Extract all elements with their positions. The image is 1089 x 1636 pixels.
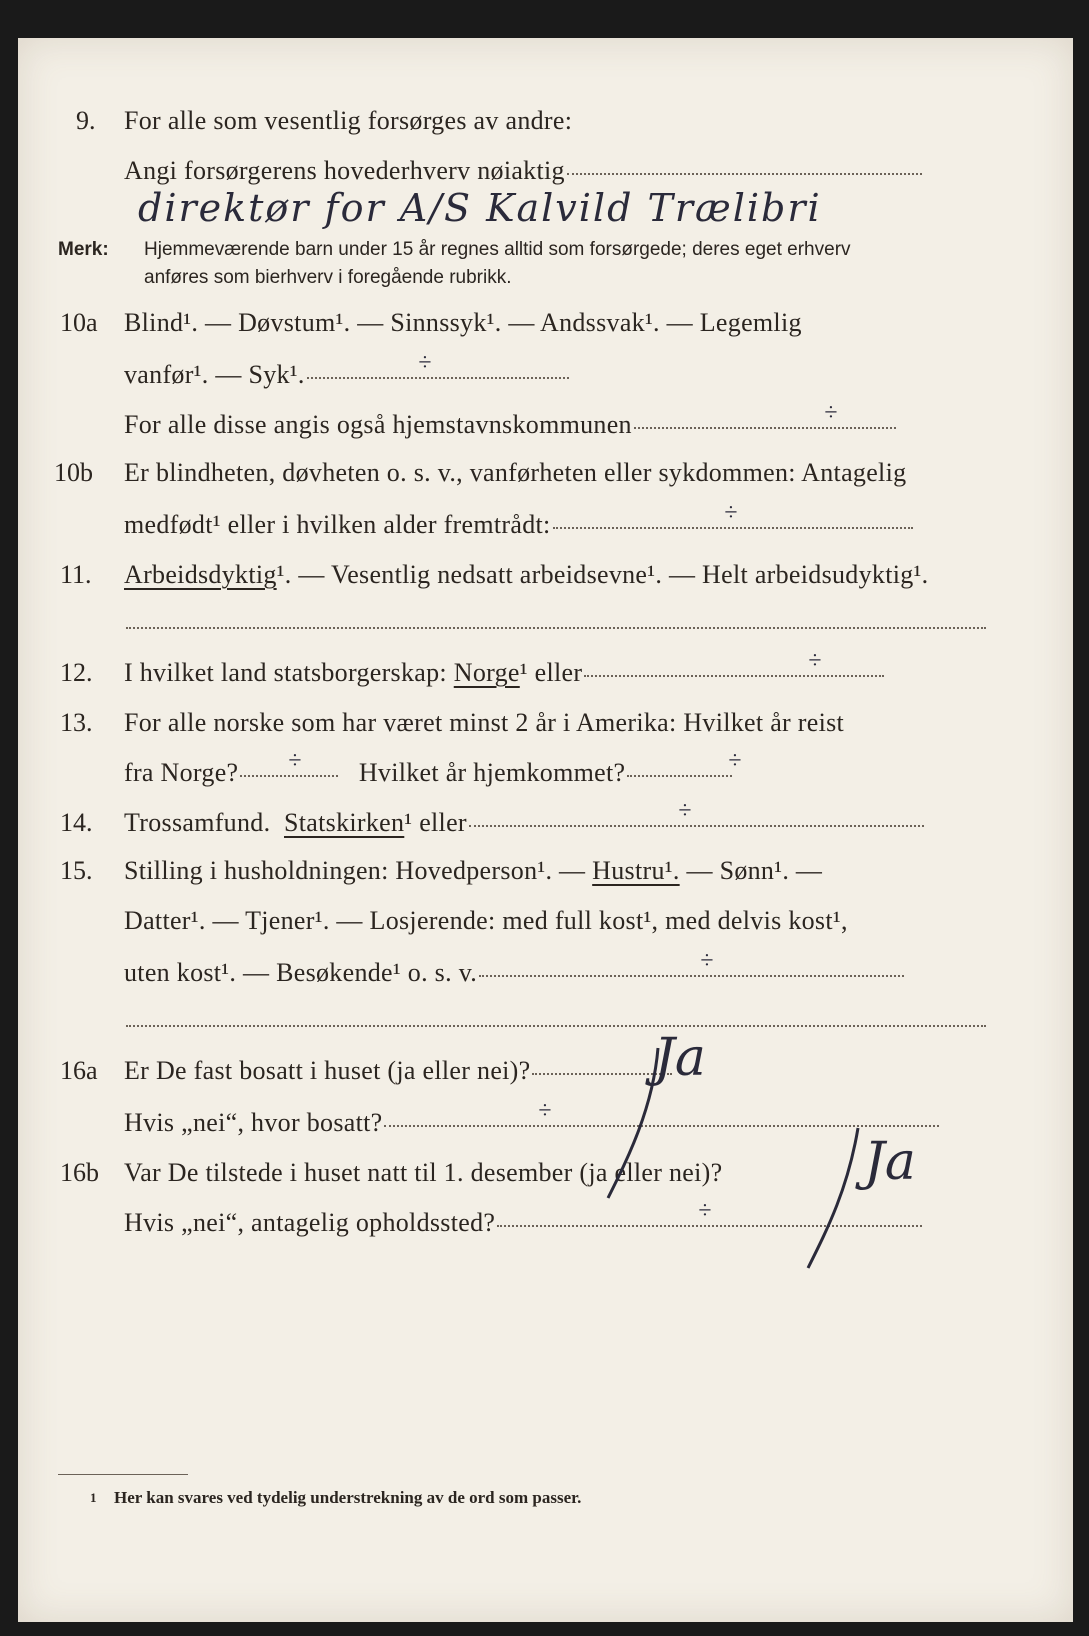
- dotted-line: [567, 172, 922, 175]
- q10a-line2-text: vanfør¹. — Syk¹.: [124, 360, 305, 389]
- q12-text-2: ¹ eller: [519, 658, 583, 687]
- dotted-line: [627, 774, 732, 777]
- q10b-answer: ÷: [724, 500, 738, 526]
- q16a-line1-text: Er De fast bosatt i huset (ja eller nei)?: [124, 1056, 531, 1085]
- q9-line1: For alle som vesentlig forsørges av andre:: [124, 106, 573, 135]
- q13-line1: For alle norske som har været minst 2 år i Amerika: Hvilket år reist: [124, 708, 845, 737]
- q10a-line3-text: For alle disse angis også hjemstavnskommunen: [124, 410, 632, 439]
- q13-line2-text-a: fra Norge?: [124, 758, 239, 787]
- q12-underlined-choice: Norge: [453, 658, 520, 687]
- q13-answer-1: ÷: [288, 748, 302, 774]
- q14-line: [124, 808, 924, 838]
- q10a-line3: [124, 410, 896, 440]
- dotted-line: [469, 824, 924, 827]
- q15-line3-text: uten kost¹. — Besøkende¹ o. s. v.: [124, 958, 478, 987]
- q10a-answer-1: ÷: [418, 350, 432, 376]
- q16b-number: 16b: [60, 1158, 99, 1187]
- dotted-line: [584, 674, 884, 677]
- q11-underlined-choice: Arbeidsdyktig: [124, 560, 277, 589]
- dotted-line: [307, 376, 569, 379]
- q10b-number: 10b: [54, 458, 93, 487]
- q10a-number: 10a: [60, 308, 98, 337]
- q15-underlined-choice: Hustru¹.: [592, 856, 680, 885]
- q10b-line1: Er blindheten, døvheten o. s. v., vanførheten eller sykdommen: Antagelig: [124, 458, 907, 487]
- q13-line2: [124, 758, 732, 788]
- q11-number: 11.: [60, 560, 92, 589]
- q16a-answer-2: ÷: [538, 1098, 552, 1124]
- q15-line2: Datter¹. — Tjener¹. — Losjerende: med full kost¹, med delvis kost¹,: [124, 906, 848, 935]
- footnote-mark: 1: [90, 1490, 97, 1505]
- q10a-line2: [124, 360, 569, 390]
- q15-line3: [124, 958, 904, 988]
- q15-answer: ÷: [700, 948, 714, 974]
- q11-line: [124, 560, 928, 590]
- q10a-line1: Blind¹. — Døvstum¹. — Sinnssyk¹. — Andssvak¹. — Legemlig: [124, 308, 802, 337]
- merk-label: Merk:: [58, 239, 109, 260]
- q16b-answer-2: ÷: [698, 1198, 712, 1224]
- merk-line1: Hjemmeværende barn under 15 år regnes alltid som forsørgede; deres eget erhverv: [144, 239, 851, 260]
- q16a-handwritten-answer: Ja: [654, 1028, 706, 1088]
- footnote-rule: [58, 1474, 188, 1475]
- q14-answer: ÷: [678, 798, 692, 824]
- q15-text-b: — Sønn¹. —: [686, 856, 823, 885]
- q16b-handwritten-answer: Ja: [864, 1132, 916, 1192]
- q16b-line1-text: Var De tilstede i huset natt til 1. desember (ja eller nei)?: [124, 1158, 723, 1187]
- q12-line: [124, 658, 884, 688]
- q15-line1: [124, 856, 822, 886]
- q9-handwritten-answer: direktør for A/S Kalvild Trælibri: [138, 186, 822, 230]
- q16b-line2-text: Hvis „nei“, antagelig opholdssted?: [124, 1208, 496, 1237]
- q11-rest: ¹. — Vesentlig nedsatt arbeidsevne¹. — Helt arbeidsudyktig¹.: [276, 560, 929, 589]
- footnote-text: Her kan svares ved tydelig understrekning av de ord som passer.: [114, 1488, 582, 1507]
- dotted-line: [634, 426, 896, 429]
- q11-dotted-line: [126, 626, 986, 629]
- q16a-number: 16a: [60, 1056, 98, 1085]
- q10a-answer-2: ÷: [824, 400, 838, 426]
- census-form-page: [18, 38, 1073, 1622]
- q15-number: 15.: [60, 856, 93, 885]
- q9-line2-text: Angi forsørgerens hovederhverv nøiaktig: [124, 156, 565, 185]
- dotted-line: [479, 974, 904, 977]
- q10b-line2: [124, 510, 913, 540]
- q14-number: 14.: [60, 808, 93, 837]
- q15-text-a: Stilling i husholdningen: Hovedperson¹. —: [124, 856, 586, 885]
- q13-number: 13.: [60, 708, 93, 737]
- q14-text: Trossamfund.: [124, 808, 271, 837]
- handwritten-ditto-strokes: [558, 1018, 878, 1278]
- q10b-line2-text: medfødt¹ eller i hvilken alder fremtrådt:: [124, 510, 551, 539]
- q12-number: 12.: [60, 658, 93, 687]
- q14-underlined-choice: Statskirken: [284, 808, 405, 837]
- q9-line2: [124, 156, 922, 186]
- q13-answer-2: ÷: [728, 748, 742, 774]
- q14-text-2: ¹ eller: [404, 808, 467, 837]
- q16a-line2-text: Hvis „nei“, hvor bosatt?: [124, 1108, 383, 1137]
- q12-answer: ÷: [808, 648, 822, 674]
- merk-line2: anføres som bierhverv i foregående rubrikk.: [144, 267, 512, 288]
- q9-number: 9.: [76, 106, 96, 135]
- q12-text: I hvilket land statsborgerskap:: [124, 658, 447, 687]
- q13-line2-text-b: Hvilket år hjemkommet?: [358, 758, 626, 787]
